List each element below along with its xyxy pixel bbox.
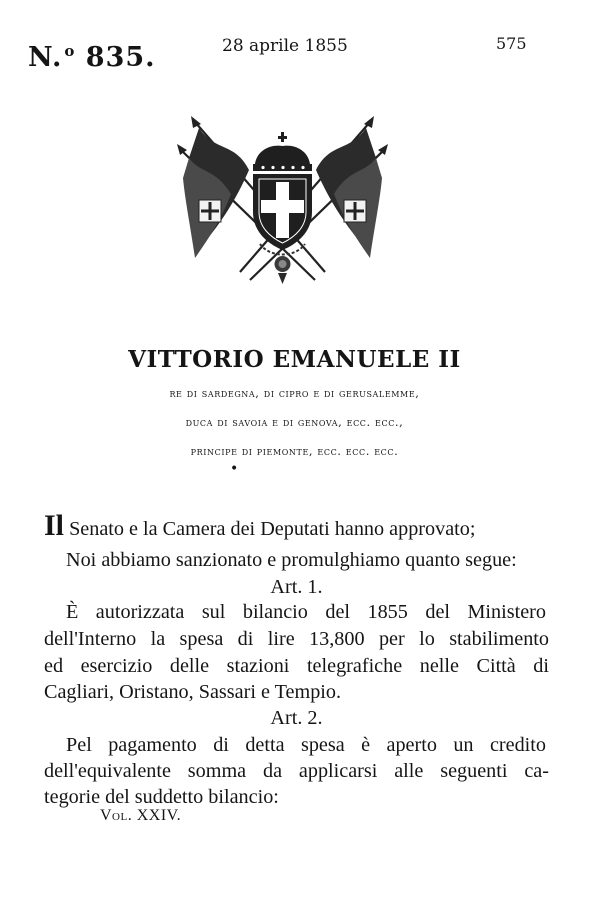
article-2-title: Art. 2. — [270, 707, 323, 729]
paragraph-sanction: Noi abbiamo sanzionato e promulghiamo quanto segue: — [66, 549, 517, 571]
article-2-line-1: Pel pagamento di detta spesa è aperto un credito — [66, 734, 546, 756]
decree-number: N. $^o$ 835. — [28, 42, 156, 73]
title-line-3: principe di piemonte, ecc. ecc. ecc. — [190, 444, 399, 458]
title-line-1: re di sardegna, di cipro e di gerusalemme, — [169, 386, 420, 400]
decree-date: 28 aprile 1855 — [222, 36, 348, 56]
title-line-2: duca di savoia e di genova, ecc. ecc., — [185, 415, 404, 429]
article-1-title: Art. 1. — [270, 576, 323, 598]
article-2-line-2: dell'equivalente somma da applicarsi alle seguenti ca- — [44, 760, 549, 782]
article-1-line-2: dell'Interno la spesa di lire 13,800 per lo stabilimento — [44, 628, 549, 650]
article-2-line-3: tegorie del suddetto bilancio: — [44, 786, 279, 808]
ornament-mark: • — [230, 461, 239, 477]
article-1-line-3: ed esercizio delle stazioni telegrafiche nelle Città di — [44, 655, 549, 677]
paragraph-approval: Il Senato e la Camera dei Deputati hanno approvato; — [44, 509, 476, 542]
article-1-line-1: È autorizzata sul bilancio del 1855 del Ministero — [66, 601, 546, 623]
volume-signature: Vol. XXIV. — [100, 807, 182, 824]
article-1-line-4: Cagliari, Oristano, Sassari e Tempio. — [44, 681, 342, 703]
page-number: 575 — [496, 34, 527, 53]
savoy-coat-of-arms-icon — [175, 112, 390, 292]
king-name: VITTORIO EMANUELE II — [128, 346, 461, 373]
drop-initial: Il — [44, 509, 65, 542]
